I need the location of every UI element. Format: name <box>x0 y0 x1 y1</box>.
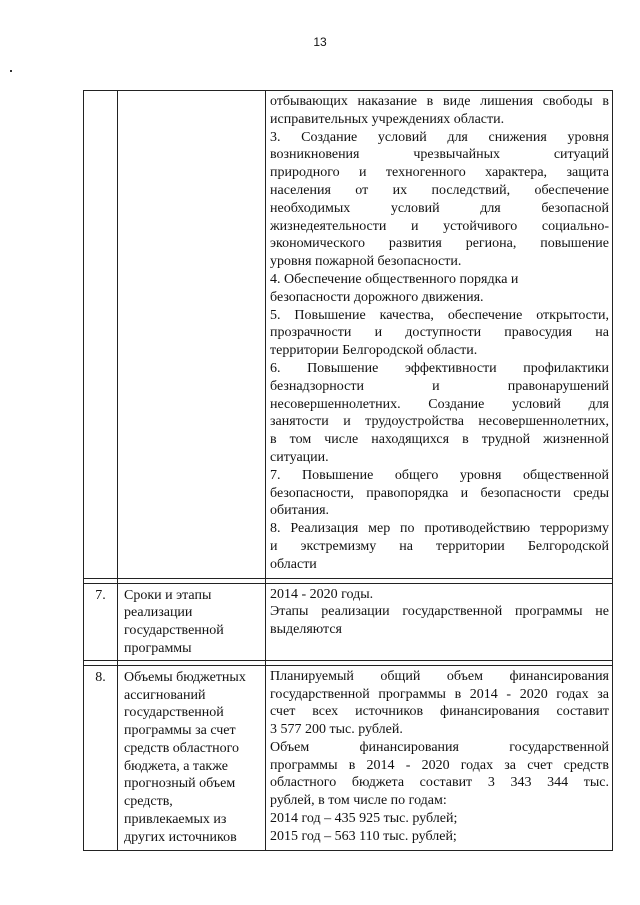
label-line: прогнозный объем <box>124 776 236 792</box>
stray-mark <box>10 70 12 72</box>
table-row <box>84 583 613 660</box>
label-line: Объемы бюджетных <box>124 669 246 685</box>
label-line: Сроки и этапы <box>124 587 212 603</box>
label-line: реализации <box>124 605 193 621</box>
row-label <box>118 665 266 850</box>
label-line: программы за счет <box>124 723 236 739</box>
content-line: 6. Повышение эффективности профилактики <box>270 360 609 376</box>
content-line: 3. Создание условий для снижения уровня <box>270 129 609 145</box>
content-line: экономического развития региона, повышение <box>270 236 609 252</box>
content-line: занятости и трудоустройства несовершеннолетних, <box>270 414 609 430</box>
content-line: прозрачности и доступности правосудия на <box>270 325 609 341</box>
content-line: необходимых условий для безопасной <box>270 200 609 216</box>
content-line: безнадзорности и правонарушений <box>270 378 609 394</box>
content-line: обитания. <box>270 503 330 519</box>
label-line: средств областного <box>124 740 240 756</box>
content-line: 2014 - 2020 годы. <box>270 586 374 602</box>
content-line: исправительных учреждениях области. <box>270 111 505 127</box>
content-line: 7. Повышение общего уровня общественной <box>270 467 609 483</box>
content-line: выделяются <box>270 622 342 638</box>
content-line: отбывающих наказание в виде лишения свободы в <box>270 94 609 109</box>
content-line: областного бюджета составит 3 343 344 тыс. <box>270 775 609 791</box>
program-passport-table <box>83 90 613 851</box>
content-line: природного и техногенного характера, защита <box>270 165 609 181</box>
row-label <box>118 91 266 579</box>
content-line: территории Белгородской области. <box>270 343 478 359</box>
content-line: программы в 2014 - 2020 годах за счет средств <box>270 757 609 773</box>
label-line: привлекаемых из <box>124 812 227 828</box>
content-line: Объем финансирования государственной <box>270 739 609 755</box>
content-line: и экстремизму на территории Белгородской <box>270 538 609 554</box>
label-line: бюджета, а также <box>124 758 228 774</box>
row-content <box>266 665 613 850</box>
content-line: 2015 год – 563 110 тыс. рублей; <box>270 828 457 844</box>
content-line: жизнедеятельности и устойчивого социально- <box>270 218 609 234</box>
content-line: возникновения чрезвычайных ситуаций <box>270 147 609 163</box>
content-line: Этапы реализации государственной программы не <box>270 604 609 620</box>
row-number: 8. <box>84 665 118 850</box>
content-line: Планируемый общий объем финансирования <box>270 668 609 684</box>
content-line: ситуации. <box>270 449 329 465</box>
content-line: в том числе находящихся в трудной жизненной <box>270 432 609 448</box>
row-label <box>118 583 266 660</box>
content-line: 4. Обеспечение общественного порядка и <box>270 271 519 287</box>
content-line: государственной программы в 2014 - 2020 годах за <box>270 686 609 702</box>
table-row <box>84 91 613 579</box>
label-line: программы <box>124 640 192 656</box>
content-line: безопасности, правопорядка и безопасности среды <box>270 485 609 501</box>
content-line: счет всех источников финансирования составит <box>270 704 609 720</box>
content-line: безопасности дорожного движения. <box>270 289 484 305</box>
label-line: государственной <box>124 705 224 721</box>
content-line: населения от их последствий, обеспечение <box>270 182 609 198</box>
content-line: рублей, в том числе по годам: <box>270 793 447 809</box>
content-line: 3 577 200 тыс. рублей. <box>270 722 403 738</box>
row-number: 7. <box>84 583 118 660</box>
row-content <box>266 91 613 579</box>
content-line: уровня пожарной безопасности. <box>270 254 462 270</box>
content-line: 8. Реализация мер по противодействию терроризму <box>270 521 609 537</box>
content-line: несовершеннолетних. Создание условий для <box>270 396 609 412</box>
row-content <box>266 583 613 660</box>
label-line: государственной <box>124 623 224 639</box>
label-line: средств, <box>124 794 173 810</box>
content-line: 2014 год – 435 925 тыс. рублей; <box>270 811 458 827</box>
table-row <box>84 665 613 850</box>
label-line: других источников <box>124 829 237 845</box>
label-line: ассигнований <box>124 687 206 703</box>
content-line: области <box>270 556 317 572</box>
page-number: 13 <box>313 35 327 49</box>
row-number <box>84 91 118 579</box>
content-line: 5. Повышение качества, обеспечение открытости, <box>270 307 609 323</box>
